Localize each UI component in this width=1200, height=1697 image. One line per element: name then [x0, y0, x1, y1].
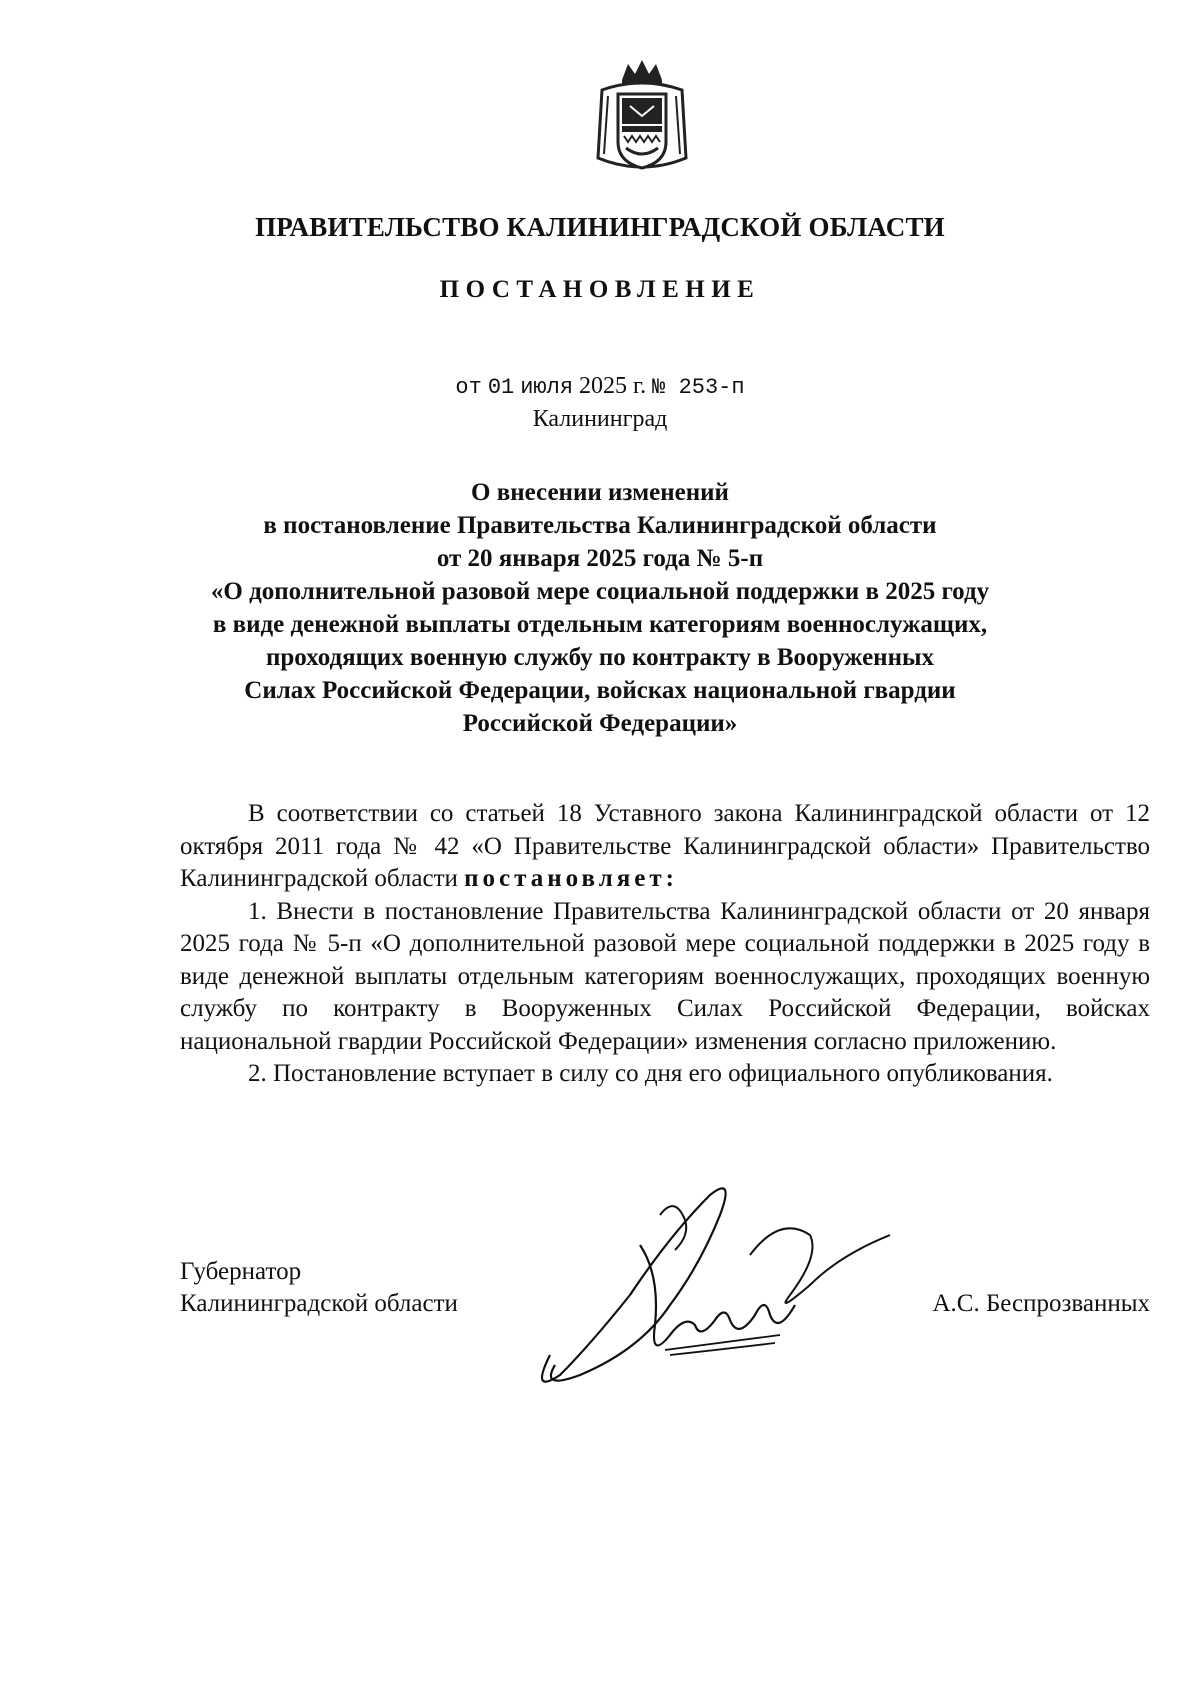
subject-line: проходящих военную службу по контракту в Вооруженных: [265, 644, 935, 671]
item-2: 2. Постановление вступает в силу со дня его официального опубликования.: [248, 1060, 1053, 1087]
subject-line: Силах Российской Федерации, войсках национальной гвардии: [244, 677, 956, 704]
item-1: 1. Внести в постановление Правительства Калининградской области от 20 января 2025 года № 5-п «О дополнительной разовой мере социальной поддержки в 2025 году в виде денежной выплаты отдельным категориям военнослужащих, проходящих военную службу по контракту в Вооруженных Силах Российской Федерации, войсках национальной гвардии Российской Федерации» изменения согласно приложению.: [180, 897, 1150, 1055]
coat-of-arms-icon: [594, 58, 690, 178]
signatory-title-line1: Губернатор: [180, 1258, 302, 1285]
signatory-name: А.С. Беспрозванных: [932, 1290, 1150, 1317]
subject-line: Российской Федерации»: [462, 710, 738, 737]
date-year: 2025 г.: [579, 373, 647, 399]
city: Калининград: [532, 406, 668, 432]
preamble-text: В соответствии со статьей 18 Уставного закона Калининградской области от 12 октября 2011 года № 42 «О Правительстве Калининградской области» Правительство Калининградской области: [180, 800, 1150, 892]
organization-title: ПРАВИТЕЛЬСТВО КАЛИНИНГРАДСКОЙ ОБЛАСТИ: [255, 212, 945, 242]
date-day: 01: [487, 375, 515, 400]
signatory-title-line2: Калининградской области: [180, 1290, 458, 1317]
date-number-line: [0, 373, 1200, 400]
document-subject: [180, 476, 1020, 740]
document-type: ПОСТАНОВЛЕНИЕ: [439, 276, 761, 303]
subject-line: О внесении изменений: [471, 479, 729, 506]
signature-icon: [520, 1175, 900, 1405]
date-month: июля: [520, 375, 574, 400]
document-number: № 253-п: [652, 375, 745, 400]
date-prefix: от: [455, 375, 482, 400]
signatory-title: [180, 1256, 458, 1320]
subject-line: «О дополнительной разовой мере социальной поддержки в 2025 году: [210, 578, 990, 605]
decrees-keyword: постановляет:: [464, 865, 678, 892]
preamble-paragraph: [180, 798, 1150, 896]
subject-line: от 20 января 2025 года № 5-п: [436, 545, 764, 572]
document-body: [180, 798, 1150, 1091]
subject-line: в постановление Правительства Калининградской области: [263, 512, 937, 539]
subject-line: в виде денежной выплаты отдельным категориям военнослужащих,: [212, 611, 988, 638]
